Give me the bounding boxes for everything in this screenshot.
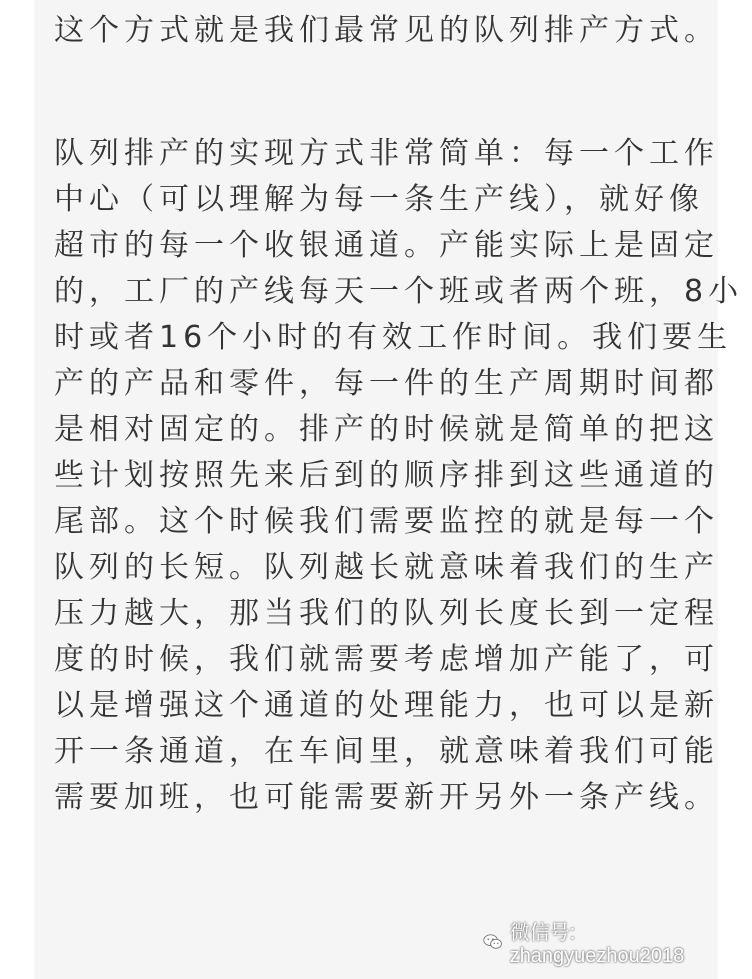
text-line: 队列排产的实现方式非常简单：每一个工作 <box>54 136 719 171</box>
text-line: 开一条通道，在车间里，就意味着我们可能 <box>54 734 719 769</box>
text-line: 度的时候，我们就需要考虑增加产能了，可 <box>54 642 719 677</box>
text-line: 队列的长短。队列越长就意味着我们的生产 <box>54 550 719 585</box>
text-line: 的，工厂的产线每天一个班或者两个班，8小 <box>54 274 744 309</box>
paragraph-queue-scheduling <box>54 131 744 821</box>
wechat-watermark <box>482 922 752 967</box>
text-line: 超市的每一个收银通道。产能实际上是固定 <box>54 228 719 263</box>
text-line: 中心（可以理解为每一条生产线），就好像 <box>54 182 704 217</box>
article-body <box>34 0 744 979</box>
paragraph-intro <box>54 8 719 54</box>
text-line: 压力越大，那当我们的队列长度长到一定程 <box>54 596 719 631</box>
text-line: 尾部。这个时候我们需要监控的就是每一个 <box>54 504 719 539</box>
text-line: 些计划按照先来后到的顺序排到这些通道的 <box>54 458 719 493</box>
watermark-text: 微信号: zhangyuezhou2018 <box>509 922 685 967</box>
text-line: 是相对固定的。排产的时候就是简单的把这 <box>54 412 719 447</box>
text-line: 需要加班，也可能需要新开另外一条产线。 <box>54 780 719 815</box>
text-line: 这个方式就是我们最常见的队列排产方式。 <box>54 13 719 48</box>
wechat-icon <box>482 931 504 953</box>
text-line: 产的产品和零件，每一件的生产周期时间都 <box>54 366 719 401</box>
text-line: 时或者16个小时的有效工作时间。我们要生 <box>54 320 733 355</box>
text-line: 以是增强这个通道的处理能力，也可以是新 <box>54 688 719 723</box>
